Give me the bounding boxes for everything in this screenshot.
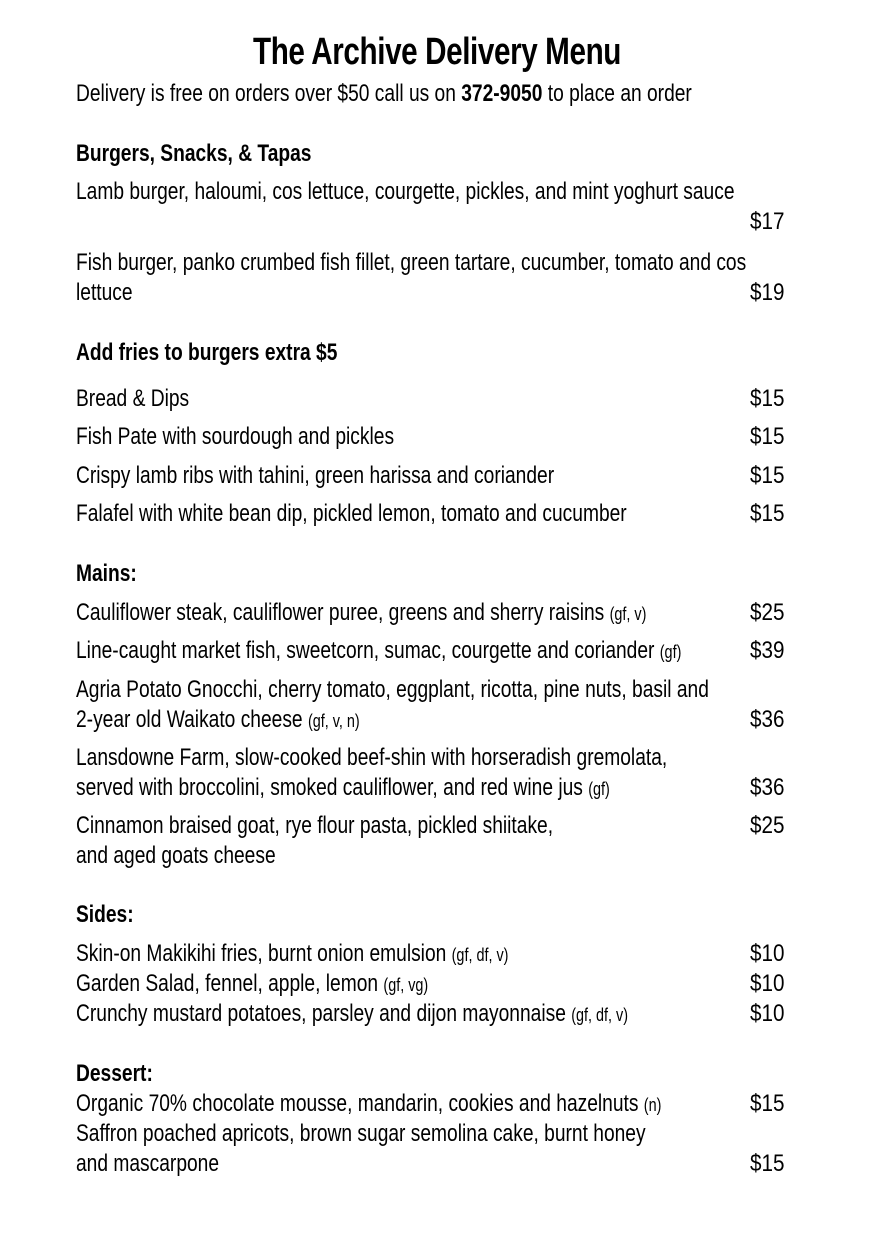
item-cauliflower-steak: [76, 598, 646, 629]
item-text: Skin-on Makikihi fries, burnt onion emulsion: [76, 940, 452, 967]
item-chocolate-mousse: [76, 1089, 661, 1120]
delivery-info-suffix: to place an order: [542, 80, 692, 107]
diet-tag: (gf): [588, 779, 610, 799]
item-text: Crunchy mustard potatoes, parsley and dijon mayonnaise: [76, 1000, 572, 1027]
item-lamb-burger: Lamb burger, haloumi, cos lettuce, courgette, pickles, and mint yoghurt sauce: [76, 178, 735, 205]
item-text: Organic 70% chocolate mousse, mandarin, cookies and hazelnuts: [76, 1090, 644, 1117]
price-chocolate-mousse: $15: [750, 1090, 785, 1117]
diet-tag: (gf, df, v): [451, 945, 509, 965]
section-heading-mains: Mains:: [76, 560, 137, 587]
diet-tag: (gf): [659, 642, 682, 662]
diet-tag: (gf, vg): [383, 975, 429, 995]
price-cauliflower-steak: $25: [750, 599, 785, 626]
item-gnocchi: Agria Potato Gnocchi, cherry tomato, eggplant, ricotta, pine nuts, basil and: [76, 676, 709, 703]
price-lamb-ribs: $15: [750, 462, 785, 489]
price-braised-goat: $25: [750, 812, 785, 839]
item-market-fish: [76, 636, 681, 667]
item-beef-shin-cont: [76, 773, 610, 804]
price-beef-shin: $36: [750, 774, 785, 801]
diet-tag: (gf, v, n): [307, 711, 360, 731]
price-fish-burger: $19: [750, 279, 785, 306]
menu-title: The Archive Delivery Menu: [252, 31, 622, 73]
price-gnocchi: $36: [750, 706, 785, 733]
item-gnocchi-cont: [76, 705, 360, 736]
item-text: Garden Salad, fennel, apple, lemon: [76, 970, 384, 997]
item-garden-salad: [76, 969, 428, 1000]
item-text: 2-year old Waikato cheese: [76, 706, 308, 733]
section-heading-sides: Sides:: [76, 901, 134, 928]
price-apricots: $15: [750, 1150, 785, 1177]
item-text: served with broccolini, smoked cauliflower, and red wine jus: [76, 774, 589, 801]
item-fish-burger: Fish burger, panko crumbed fish fillet, green tartare, cucumber, tomato and cos: [76, 249, 747, 276]
item-fish-burger-cont: lettuce: [76, 279, 133, 306]
item-bread-dips: Bread & Dips: [76, 385, 190, 412]
item-braised-goat-cont: and aged goats cheese: [76, 842, 276, 869]
item-text: Line-caught market fish, sweetcorn, sumac, courgette and coriander: [76, 637, 660, 664]
section-heading-dessert: Dessert:: [76, 1060, 153, 1087]
price-lamb-burger: $17: [750, 208, 785, 235]
item-apricots: Saffron poached apricots, brown sugar semolina cake, burnt honey: [76, 1120, 646, 1147]
section-heading-burgers: Burgers, Snacks, & Tapas: [76, 140, 312, 167]
price-market-fish: $39: [750, 637, 785, 664]
item-apricots-cont: and mascarpone: [76, 1150, 220, 1177]
item-text: Cauliflower steak, cauliflower puree, greens and sherry raisins: [76, 599, 610, 626]
item-mustard-potatoes: [76, 999, 628, 1030]
price-garden-salad: $10: [750, 970, 785, 997]
phone-number: 372-9050: [461, 80, 543, 107]
diet-tag: (n): [643, 1095, 662, 1115]
diet-tag: (gf, v): [609, 604, 647, 624]
item-beef-shin: Lansdowne Farm, slow-cooked beef-shin with horseradish gremolata,: [76, 744, 668, 771]
price-bread-dips: $15: [750, 385, 785, 412]
item-fries: [76, 939, 508, 970]
item-braised-goat: Cinnamon braised goat, rye flour pasta, pickled shiitake,: [76, 812, 554, 839]
item-lamb-ribs: Crispy lamb ribs with tahini, green harissa and coriander: [76, 462, 555, 489]
price-mustard-potatoes: $10: [750, 1000, 785, 1027]
diet-tag: (gf, df, v): [571, 1005, 629, 1025]
item-fish-pate: Fish Pate with sourdough and pickles: [76, 423, 395, 450]
delivery-info: [76, 79, 692, 109]
item-falafel: Falafel with white bean dip, pickled lemon, tomato and cucumber: [76, 500, 627, 527]
delivery-info-text: Delivery is free on orders over $50 call us on: [76, 80, 462, 107]
price-fries: $10: [750, 940, 785, 967]
price-falafel: $15: [750, 500, 785, 527]
fries-note: Add fries to burgers extra $5: [76, 339, 338, 366]
price-fish-pate: $15: [750, 423, 785, 450]
